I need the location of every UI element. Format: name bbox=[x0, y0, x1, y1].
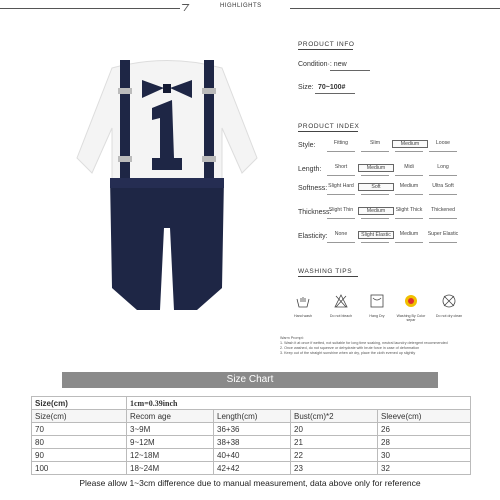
header-rule-left bbox=[0, 8, 180, 9]
product-index-title: PRODUCT INDEX bbox=[298, 123, 360, 130]
table-cell: 80 bbox=[32, 436, 127, 449]
table-cell: 12~18M bbox=[127, 449, 214, 462]
header-rule-right bbox=[290, 8, 500, 9]
hang-dry-icon bbox=[370, 294, 384, 308]
index-option: Medium bbox=[358, 207, 394, 215]
index-row-label: Style: bbox=[298, 142, 316, 149]
index-option-underline bbox=[395, 194, 423, 195]
table-header-cell: Sleeve(cm) bbox=[378, 410, 471, 423]
index-option-underline bbox=[429, 242, 457, 243]
index-option: None bbox=[334, 231, 348, 237]
wash-by-color-icon bbox=[404, 294, 418, 308]
product-info-rule bbox=[298, 49, 353, 50]
header-notch-left bbox=[178, 4, 190, 11]
index-option-underline bbox=[327, 194, 355, 195]
warm-prompt bbox=[280, 336, 495, 356]
table-cell: 42+42 bbox=[214, 462, 291, 475]
index-option-underline bbox=[327, 175, 355, 176]
index-option: Medium bbox=[399, 231, 419, 237]
index-option-underline bbox=[429, 194, 457, 195]
table-cell: 30 bbox=[378, 449, 471, 462]
footer-note: Please allow 1~3cm difference due to manual measurement, data above only for reference bbox=[79, 478, 421, 488]
index-option-underline bbox=[361, 242, 389, 243]
wash-label-bleach: Do not bleach bbox=[329, 314, 353, 318]
table-subheader-size: Size(cm) bbox=[32, 397, 127, 410]
table-row bbox=[32, 462, 471, 475]
size-value: 70~100# bbox=[318, 84, 346, 91]
table-cell: 20 bbox=[291, 423, 378, 436]
index-option: Thickened bbox=[431, 207, 455, 213]
table-cell: 23 bbox=[291, 462, 378, 475]
size-chart-table bbox=[31, 396, 471, 475]
condition-text: Condition·: new bbox=[298, 61, 347, 68]
index-option: Long bbox=[437, 164, 449, 170]
index-option: Slight Thick bbox=[395, 207, 423, 213]
warm-prompt-line-3: 3. Keep out of the straight sunshine when air dry, place the cloth evened up slightly bbox=[280, 351, 416, 355]
table-row bbox=[32, 423, 471, 436]
index-row-label: Elasticity: bbox=[298, 233, 328, 240]
table-cell: 18~24M bbox=[127, 462, 214, 475]
index-option-underline bbox=[327, 218, 355, 219]
washing-tips-rule bbox=[298, 276, 358, 277]
warm-prompt-line-1: 1. Wash it at once if wetted, not suitable for long time soaking, neutral laundry detergent recommended bbox=[280, 341, 448, 345]
table-row bbox=[32, 436, 471, 449]
wash-label-hang: Hang Dry bbox=[369, 314, 385, 318]
index-option: Midi bbox=[404, 164, 414, 170]
index-option: Medium bbox=[399, 183, 419, 189]
washing-tips-title: WASHING TIPS bbox=[298, 268, 353, 275]
table-header-cell: Size(cm) bbox=[32, 410, 127, 423]
index-option: Super Elastic bbox=[427, 231, 459, 237]
index-option-underline bbox=[327, 151, 355, 152]
condition-underline bbox=[330, 70, 370, 71]
index-option: Loose bbox=[435, 140, 451, 146]
index-option-underline bbox=[327, 242, 355, 243]
no-bleach-icon bbox=[334, 294, 348, 308]
no-dry-clean-icon bbox=[442, 294, 456, 308]
index-row-label: Softness: bbox=[298, 185, 328, 192]
size-chart-title: Size Chart bbox=[226, 374, 274, 385]
index-option-underline bbox=[361, 218, 389, 219]
table-cell: 36+36 bbox=[214, 423, 291, 436]
index-option: Ultra Soft bbox=[432, 183, 454, 189]
index-option-underline bbox=[429, 151, 457, 152]
table-cell: 3~9M bbox=[127, 423, 214, 436]
index-row-label: Length: bbox=[298, 166, 322, 173]
index-option-underline bbox=[361, 175, 389, 176]
table-cell: 28 bbox=[378, 436, 471, 449]
index-option: Fitting bbox=[333, 140, 349, 146]
index-option: Medium bbox=[358, 164, 394, 172]
index-option: Medium bbox=[392, 140, 428, 148]
table-cell: 70 bbox=[32, 423, 127, 436]
index-option-underline bbox=[395, 175, 423, 176]
product-info-title: PRODUCT INFO bbox=[298, 41, 355, 48]
warm-prompt-line-2: 2. Once washed, do not squeeze or dehydrate with brute force in case of deformation bbox=[280, 346, 420, 350]
hand-wash-icon bbox=[296, 294, 310, 308]
index-option: Soft bbox=[358, 183, 394, 191]
table-cell: 21 bbox=[291, 436, 378, 449]
table-header-cell: Bust(cm)*2 bbox=[291, 410, 378, 423]
warm-prompt-title: Warm Prompt: bbox=[280, 336, 304, 340]
index-option: Slim bbox=[369, 140, 381, 146]
wash-label-color: Washing By Color separ bbox=[396, 314, 426, 322]
index-option: Slight Hard bbox=[328, 183, 354, 189]
table-subheader-conversion: 1cm=0.39inch bbox=[127, 397, 471, 410]
index-option: Short bbox=[334, 164, 348, 170]
table-cell: 22 bbox=[291, 449, 378, 462]
wash-label-dryclean: Do not dry clean bbox=[435, 314, 463, 318]
header-title: HIGHLIGHTS bbox=[220, 3, 262, 9]
table-cell: 38+38 bbox=[214, 436, 291, 449]
size-label: Size: bbox=[298, 84, 314, 91]
index-option-underline bbox=[361, 194, 389, 195]
table-header-cell: Recom age bbox=[127, 410, 214, 423]
table-cell: 9~12M bbox=[127, 436, 214, 449]
index-option: Slight Elastic bbox=[358, 231, 394, 239]
index-option-underline bbox=[395, 218, 423, 219]
index-option-underline bbox=[361, 151, 389, 152]
index-option-underline bbox=[429, 175, 457, 176]
table-row bbox=[32, 449, 471, 462]
product-photo bbox=[72, 48, 262, 320]
table-cell: 90 bbox=[32, 449, 127, 462]
table-cell: 32 bbox=[378, 462, 471, 475]
size-chart-banner bbox=[62, 372, 438, 388]
table-subheader-row bbox=[32, 397, 471, 410]
index-option-underline bbox=[395, 151, 423, 152]
table-cell: 40+40 bbox=[214, 449, 291, 462]
size-underline bbox=[315, 93, 355, 94]
table-header-row bbox=[32, 410, 471, 423]
product-index-rule bbox=[298, 131, 358, 132]
index-option: Slight Thin bbox=[328, 207, 354, 213]
wash-label-hand: Hand wash bbox=[294, 314, 312, 318]
table-cell: 100 bbox=[32, 462, 127, 475]
index-row-label: Thickness: bbox=[298, 209, 332, 216]
index-option-underline bbox=[429, 218, 457, 219]
table-header-cell: Length(cm) bbox=[214, 410, 291, 423]
index-option-underline bbox=[395, 242, 423, 243]
table-cell: 26 bbox=[378, 423, 471, 436]
